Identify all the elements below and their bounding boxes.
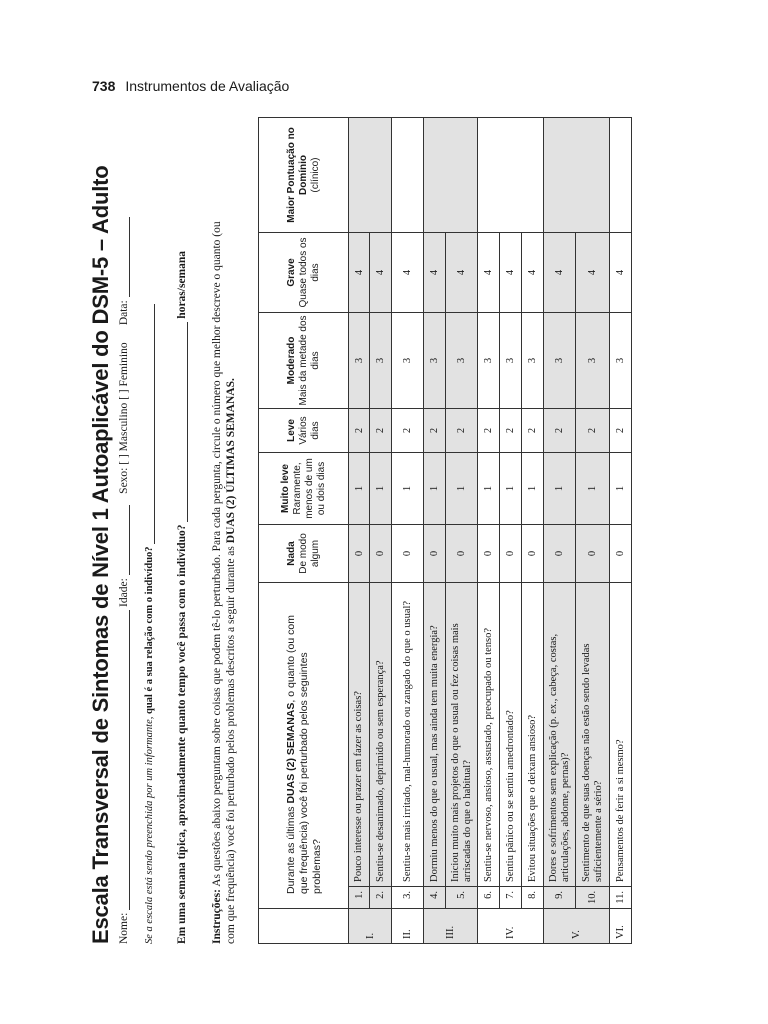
question-text: Evitou situações que o deixam ansioso? xyxy=(522,582,544,886)
col-header-moderado: Moderado Mais da metade dos dias xyxy=(259,312,349,408)
table-row xyxy=(544,117,576,943)
score-option[interactable]: 2 xyxy=(349,408,370,452)
informant-line xyxy=(144,304,155,944)
table-row xyxy=(500,117,522,943)
domain-cell: I. xyxy=(349,909,392,944)
score-option[interactable]: 3 xyxy=(522,312,544,408)
score-option[interactable]: 1 xyxy=(370,452,392,524)
question-number: 5. xyxy=(446,887,478,909)
score-option[interactable]: 1 xyxy=(522,452,544,524)
score-option[interactable]: 3 xyxy=(349,312,370,408)
question-text: Pensamentos de ferir a si mesmo? xyxy=(610,582,632,886)
score-option[interactable]: 0 xyxy=(610,524,632,582)
score-option[interactable]: 2 xyxy=(370,408,392,452)
question-text: Sentimento de que suas doenças não estão sendo levadas suficientemente a sério? xyxy=(576,582,610,886)
informant-field[interactable] xyxy=(144,304,155,544)
score-option[interactable]: 2 xyxy=(424,408,446,452)
score-option[interactable]: 4 xyxy=(500,232,522,312)
score-option[interactable]: 1 xyxy=(500,452,522,524)
max-domain-score-field[interactable] xyxy=(478,117,544,232)
score-option[interactable]: 1 xyxy=(576,452,610,524)
score-option[interactable]: 0 xyxy=(500,524,522,582)
data-label: Data: xyxy=(118,300,130,326)
score-option[interactable]: 1 xyxy=(478,452,500,524)
question-text: Iniciou muito mais projetos do que o usual ou fez coisas mais arriscadas do que o habitual? xyxy=(446,582,478,886)
col-header-muito-leve: Muito leve Raramente, menos de um ou dois dias xyxy=(259,452,349,524)
informant-italic: Se a escala está sendo preenchida por um informante, xyxy=(144,716,155,944)
domain-cell: II. xyxy=(392,909,424,944)
book-title: Instrumentos de Avaliação xyxy=(125,78,290,94)
table-row xyxy=(522,117,544,943)
table-row xyxy=(392,117,424,943)
question-number: 9. xyxy=(544,887,576,909)
question-header: Durante as últimas DUAS (2) SEMANAS, o quanto (ou com que frequência) você foi perturbado pelos seguintes problemas? xyxy=(259,582,349,908)
score-option[interactable]: 2 xyxy=(446,408,478,452)
score-option[interactable]: 4 xyxy=(544,232,576,312)
sexo-label: Sexo: [ ] Masculino [ ] Feminino xyxy=(118,342,130,494)
page-number: 738 xyxy=(92,78,116,94)
score-option[interactable]: 4 xyxy=(349,232,370,312)
question-number: 8. xyxy=(522,887,544,909)
col-header-nada: Nada De modo algum xyxy=(259,524,349,582)
score-option[interactable]: 3 xyxy=(576,312,610,408)
table-row xyxy=(424,117,446,943)
score-option[interactable]: 2 xyxy=(522,408,544,452)
rotated-form xyxy=(88,84,648,944)
score-option[interactable]: 1 xyxy=(424,452,446,524)
instructions-text: As questões abaixo perguntam sobre coisas que podem tê-lo perturbado. Para cada pergunta, circule o número que melhor descreve o quanto (ou com que frequência) você foi perturbado pelos problemas descritos a seguir durante as xyxy=(211,221,237,944)
score-option[interactable]: 1 xyxy=(610,452,632,524)
score-option[interactable]: 0 xyxy=(478,524,500,582)
score-option[interactable]: 4 xyxy=(370,232,392,312)
score-option[interactable]: 0 xyxy=(424,524,446,582)
symptom-table xyxy=(258,117,632,944)
question-text: Dores e sofrimentos sem explicação (p. ex., cabeça, costas, articulações, abdome, pernas)? xyxy=(544,582,576,886)
instructions xyxy=(210,204,238,944)
score-option[interactable]: 3 xyxy=(446,312,478,408)
informant-question: qual é a sua relação com o indivíduo? xyxy=(144,546,155,714)
score-option[interactable]: 2 xyxy=(576,408,610,452)
question-number: 11. xyxy=(610,887,632,909)
semana-question: Em uma semana típica, aproximadamente quanto tempo você passa com o indivíduo? xyxy=(176,524,188,944)
identification-line xyxy=(118,217,130,944)
max-domain-score-field[interactable] xyxy=(544,117,610,232)
domain-cell: V. xyxy=(544,909,610,944)
question-text: Sentiu pânico ou se sentiu amedrontado? xyxy=(500,582,522,886)
question-number: 7. xyxy=(500,887,522,909)
table-row xyxy=(370,117,392,943)
question-number: 4. xyxy=(424,887,446,909)
max-domain-score-field[interactable] xyxy=(610,117,632,232)
score-option[interactable]: 3 xyxy=(424,312,446,408)
col-header-maior-pontuacao: Maior Pontuação no Domínio (clínico) xyxy=(259,117,349,232)
score-option[interactable]: 3 xyxy=(610,312,632,408)
col-header-leve: Leve Vários dias xyxy=(259,408,349,452)
instructions-label: Instruções: xyxy=(211,889,223,944)
question-number: 6. xyxy=(478,887,500,909)
semana-line xyxy=(176,251,188,944)
score-option[interactable]: 3 xyxy=(544,312,576,408)
score-option[interactable]: 3 xyxy=(478,312,500,408)
score-option[interactable]: 3 xyxy=(500,312,522,408)
table-row xyxy=(478,117,500,943)
score-option[interactable]: 1 xyxy=(392,452,424,524)
table-row xyxy=(349,117,370,943)
table-row xyxy=(446,117,478,943)
question-text: Dormiu menos do que o usual, mas ainda tem muita energia? xyxy=(424,582,446,886)
score-option[interactable]: 0 xyxy=(576,524,610,582)
score-option[interactable]: 2 xyxy=(392,408,424,452)
max-domain-score-field[interactable] xyxy=(424,117,478,232)
question-text: Sentiu-se desanimado, deprimido ou sem esperança? xyxy=(370,582,392,886)
question-number: 2. xyxy=(370,887,392,909)
data-field[interactable] xyxy=(118,217,130,297)
score-option[interactable]: 1 xyxy=(544,452,576,524)
score-option[interactable]: 2 xyxy=(500,408,522,452)
question-text: Sentiu-se mais irritado, mal-humorado ou zangado do que o usual? xyxy=(392,582,424,886)
score-option[interactable]: 4 xyxy=(478,232,500,312)
question-number: 1. xyxy=(349,887,370,909)
col-header-grave: Grave Quase todos os dias xyxy=(259,232,349,312)
score-option[interactable]: 0 xyxy=(446,524,478,582)
idade-label: Idade: xyxy=(118,578,130,607)
domain-header xyxy=(259,909,349,944)
question-text: Pouco interesse ou prazer em fazer as coisas? xyxy=(349,582,370,886)
score-option[interactable]: 0 xyxy=(349,524,370,582)
question-text: Sentiu-se nervoso, ansioso, assustado, preocupado ou tenso? xyxy=(478,582,500,886)
score-option[interactable]: 4 xyxy=(424,232,446,312)
score-option[interactable]: 4 xyxy=(392,232,424,312)
domain-cell: III. xyxy=(424,909,478,944)
score-option[interactable]: 4 xyxy=(576,232,610,312)
question-number: 3. xyxy=(392,887,424,909)
score-option[interactable]: 1 xyxy=(349,452,370,524)
score-option[interactable]: 2 xyxy=(610,408,632,452)
instructions-emphasis: DUAS (2) ÚLTIMAS SEMANAS. xyxy=(225,378,237,544)
max-domain-score-field[interactable] xyxy=(392,117,424,232)
idade-field[interactable] xyxy=(118,505,130,575)
nome-label: Nome: xyxy=(118,912,130,944)
score-option[interactable]: 3 xyxy=(392,312,424,408)
score-option[interactable]: 0 xyxy=(370,524,392,582)
score-option[interactable]: 2 xyxy=(544,408,576,452)
form-title: Escala Transversal de Sintomas de Nível 1 Autoaplicável do DSM-5 – Adulto xyxy=(88,165,113,944)
domain-cell: VI. xyxy=(610,909,632,944)
table-header-row xyxy=(259,117,349,943)
score-option[interactable]: 4 xyxy=(446,232,478,312)
score-option[interactable]: 1 xyxy=(446,452,478,524)
score-option[interactable]: 4 xyxy=(610,232,632,312)
score-option[interactable]: 4 xyxy=(522,232,544,312)
table-row xyxy=(576,117,610,943)
horas-field[interactable] xyxy=(177,322,188,522)
score-option[interactable]: 0 xyxy=(392,524,424,582)
score-option[interactable]: 3 xyxy=(370,312,392,408)
table-row xyxy=(610,117,632,943)
score-option[interactable]: 0 xyxy=(522,524,544,582)
domain-cell: IV. xyxy=(478,909,544,944)
horas-label: horas/semana xyxy=(176,250,188,319)
nome-field[interactable] xyxy=(118,610,130,910)
max-domain-score-field[interactable] xyxy=(349,117,392,232)
score-option[interactable]: 0 xyxy=(544,524,576,582)
question-number: 10. xyxy=(576,887,610,909)
score-option[interactable]: 2 xyxy=(478,408,500,452)
